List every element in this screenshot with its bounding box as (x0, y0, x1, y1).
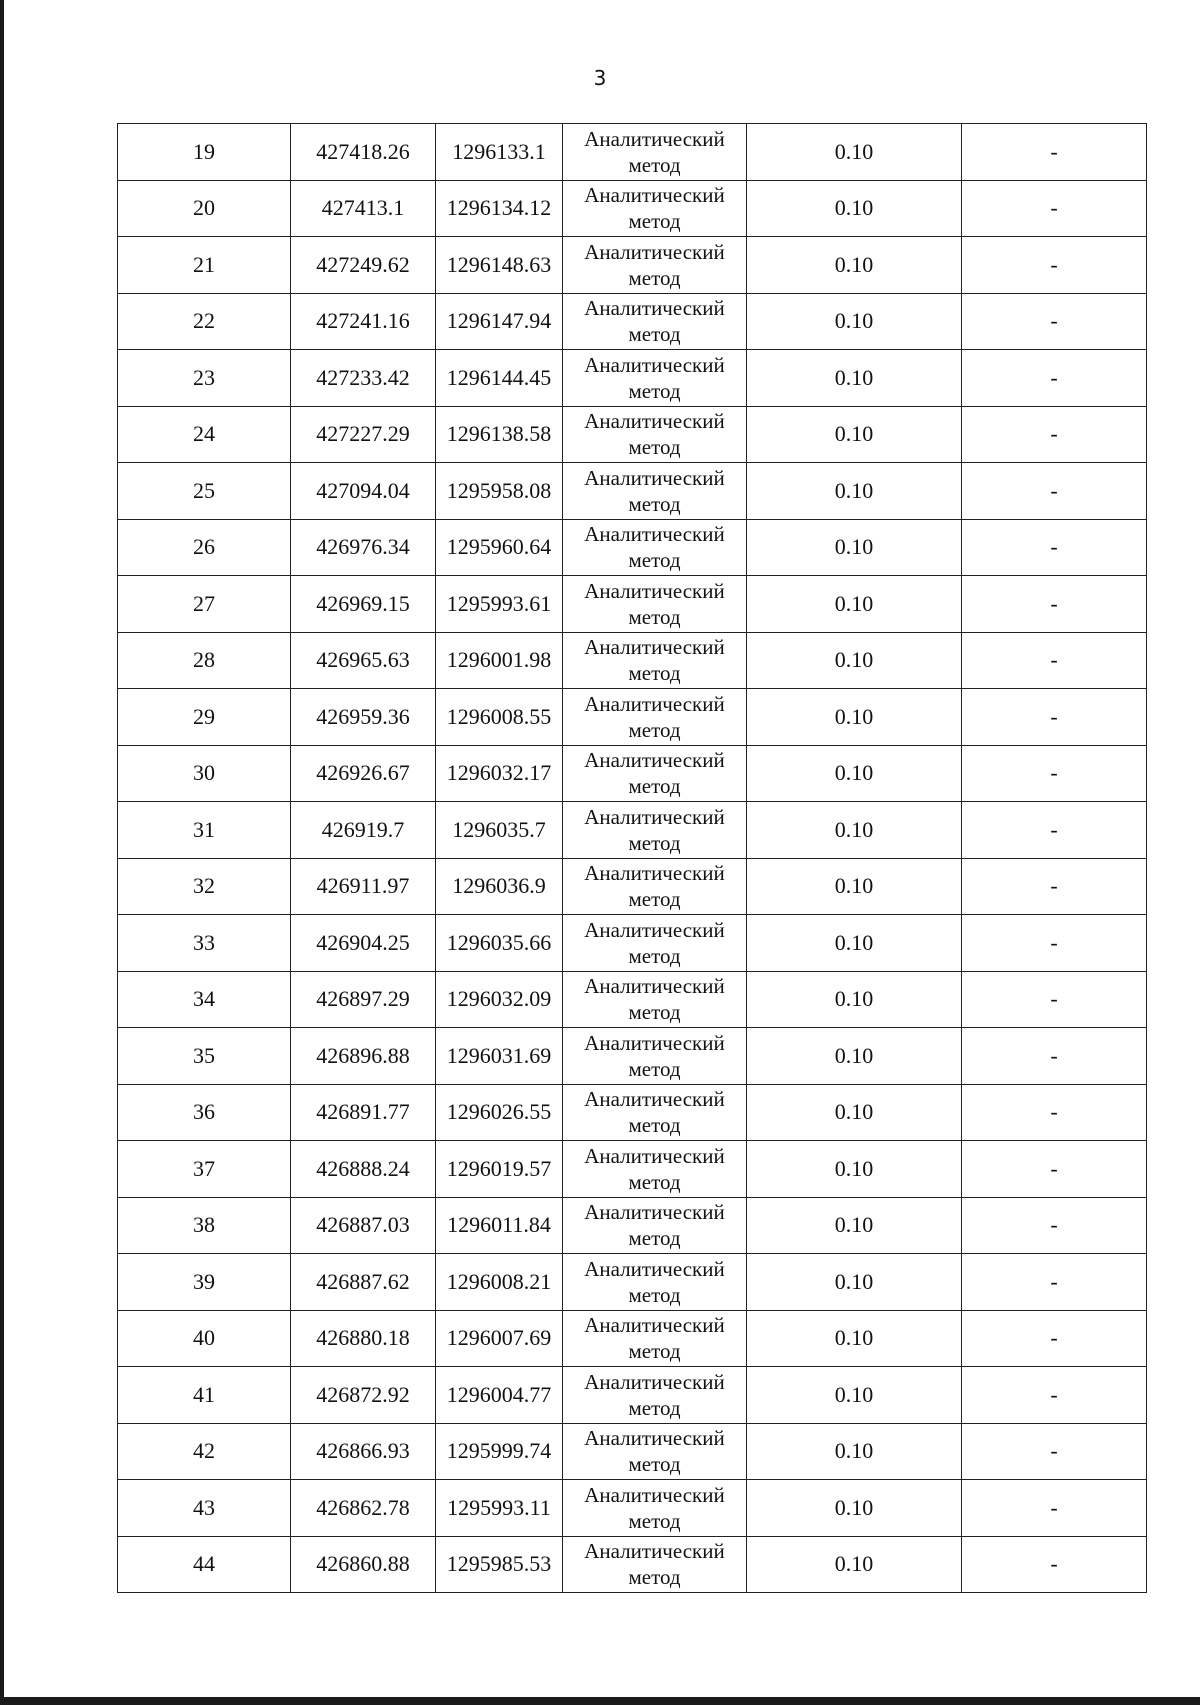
table-row (118, 1367, 1147, 1424)
method-cell: Аналитический метод (563, 1084, 747, 1141)
x-coordinate-cell: 426880.18 (291, 1310, 436, 1367)
point-number-cell: 24 (118, 406, 291, 463)
point-number-cell: 22 (118, 293, 291, 350)
accuracy-cell: 0.10 (747, 1254, 962, 1311)
note-cell: - (962, 180, 1147, 237)
y-coordinate-cell: 1296031.69 (436, 1028, 563, 1085)
point-number-cell: 21 (118, 237, 291, 294)
y-coordinate-cell: 1295958.08 (436, 463, 563, 520)
table-row (118, 1084, 1147, 1141)
table-row (118, 463, 1147, 520)
y-coordinate-cell: 1296133.1 (436, 124, 563, 181)
table-row (118, 350, 1147, 407)
method-cell: Аналитический метод (563, 689, 747, 746)
method-cell: Аналитический метод (563, 463, 747, 520)
table-row (118, 576, 1147, 633)
point-number-cell: 30 (118, 745, 291, 802)
point-number-cell: 27 (118, 576, 291, 633)
x-coordinate-cell: 427241.16 (291, 293, 436, 350)
note-cell: - (962, 237, 1147, 294)
accuracy-cell: 0.10 (747, 1197, 962, 1254)
method-cell: Аналитический метод (563, 406, 747, 463)
note-cell: - (962, 632, 1147, 689)
note-cell: - (962, 1028, 1147, 1085)
point-number-cell: 20 (118, 180, 291, 237)
method-cell: Аналитический метод (563, 858, 747, 915)
accuracy-cell: 0.10 (747, 350, 962, 407)
y-coordinate-cell: 1296035.7 (436, 802, 563, 859)
method-cell: Аналитический метод (563, 1197, 747, 1254)
table-row (118, 1480, 1147, 1537)
point-number-cell: 28 (118, 632, 291, 689)
y-coordinate-cell: 1296036.9 (436, 858, 563, 915)
method-cell: Аналитический метод (563, 237, 747, 294)
table-row (118, 293, 1147, 350)
x-coordinate-cell: 427227.29 (291, 406, 436, 463)
point-number-cell: 41 (118, 1367, 291, 1424)
method-cell: Аналитический метод (563, 350, 747, 407)
note-cell: - (962, 1310, 1147, 1367)
note-cell: - (962, 745, 1147, 802)
table-row (118, 1028, 1147, 1085)
y-coordinate-cell: 1296134.12 (436, 180, 563, 237)
accuracy-cell: 0.10 (747, 1310, 962, 1367)
method-cell: Аналитический метод (563, 519, 747, 576)
y-coordinate-cell: 1296007.69 (436, 1310, 563, 1367)
accuracy-cell: 0.10 (747, 1536, 962, 1593)
y-coordinate-cell: 1296032.09 (436, 971, 563, 1028)
method-cell: Аналитический метод (563, 1310, 747, 1367)
x-coordinate-cell: 426887.03 (291, 1197, 436, 1254)
table-row (118, 180, 1147, 237)
x-coordinate-cell: 427233.42 (291, 350, 436, 407)
point-number-cell: 25 (118, 463, 291, 520)
table-row (118, 1197, 1147, 1254)
point-number-cell: 29 (118, 689, 291, 746)
note-cell: - (962, 915, 1147, 972)
x-coordinate-cell: 426911.97 (291, 858, 436, 915)
x-coordinate-cell: 426904.25 (291, 915, 436, 972)
point-number-cell: 44 (118, 1536, 291, 1593)
point-number-cell: 31 (118, 802, 291, 859)
point-number-cell: 39 (118, 1254, 291, 1311)
point-number-cell: 19 (118, 124, 291, 181)
x-coordinate-cell: 426860.88 (291, 1536, 436, 1593)
method-cell: Аналитический метод (563, 632, 747, 689)
note-cell: - (962, 971, 1147, 1028)
point-number-cell: 34 (118, 971, 291, 1028)
x-coordinate-cell: 426896.88 (291, 1028, 436, 1085)
method-cell: Аналитический метод (563, 745, 747, 802)
note-cell: - (962, 1141, 1147, 1198)
accuracy-cell: 0.10 (747, 1028, 962, 1085)
method-cell: Аналитический метод (563, 915, 747, 972)
method-cell: Аналитический метод (563, 1480, 747, 1537)
point-number-cell: 36 (118, 1084, 291, 1141)
note-cell: - (962, 406, 1147, 463)
method-cell: Аналитический метод (563, 576, 747, 633)
coordinates-table-body (118, 124, 1147, 1593)
method-cell: Аналитический метод (563, 1028, 747, 1085)
accuracy-cell: 0.10 (747, 1084, 962, 1141)
table-row (118, 915, 1147, 972)
y-coordinate-cell: 1295999.74 (436, 1423, 563, 1480)
note-cell: - (962, 802, 1147, 859)
x-coordinate-cell: 426959.36 (291, 689, 436, 746)
x-coordinate-cell: 426919.7 (291, 802, 436, 859)
page-number: 3 (593, 66, 607, 90)
note-cell: - (962, 124, 1147, 181)
table-row (118, 406, 1147, 463)
accuracy-cell: 0.10 (747, 463, 962, 520)
y-coordinate-cell: 1296147.94 (436, 293, 563, 350)
y-coordinate-cell: 1296032.17 (436, 745, 563, 802)
note-cell: - (962, 463, 1147, 520)
y-coordinate-cell: 1296138.58 (436, 406, 563, 463)
y-coordinate-cell: 1296001.98 (436, 632, 563, 689)
table-row (118, 1423, 1147, 1480)
method-cell: Аналитический метод (563, 802, 747, 859)
x-coordinate-cell: 426862.78 (291, 1480, 436, 1537)
table-row (118, 689, 1147, 746)
accuracy-cell: 0.10 (747, 406, 962, 463)
x-coordinate-cell: 427249.62 (291, 237, 436, 294)
table-row (118, 802, 1147, 859)
method-cell: Аналитический метод (563, 1141, 747, 1198)
method-cell: Аналитический метод (563, 1423, 747, 1480)
method-cell: Аналитический метод (563, 124, 747, 181)
x-coordinate-cell: 426872.92 (291, 1367, 436, 1424)
point-number-cell: 38 (118, 1197, 291, 1254)
note-cell: - (962, 576, 1147, 633)
table-row (118, 124, 1147, 181)
table-row (118, 1536, 1147, 1593)
coordinates-table (117, 123, 1147, 1593)
y-coordinate-cell: 1295960.64 (436, 519, 563, 576)
accuracy-cell: 0.10 (747, 124, 962, 181)
y-coordinate-cell: 1296004.77 (436, 1367, 563, 1424)
table-row (118, 519, 1147, 576)
point-number-cell: 35 (118, 1028, 291, 1085)
y-coordinate-cell: 1296008.21 (436, 1254, 563, 1311)
accuracy-cell: 0.10 (747, 1423, 962, 1480)
method-cell: Аналитический метод (563, 971, 747, 1028)
table-row (118, 858, 1147, 915)
x-coordinate-cell: 426926.67 (291, 745, 436, 802)
accuracy-cell: 0.10 (747, 1480, 962, 1537)
accuracy-cell: 0.10 (747, 632, 962, 689)
x-coordinate-cell: 426888.24 (291, 1141, 436, 1198)
table-row (118, 1141, 1147, 1198)
x-coordinate-cell: 427094.04 (291, 463, 436, 520)
method-cell: Аналитический метод (563, 1536, 747, 1593)
table-row (118, 237, 1147, 294)
accuracy-cell: 0.10 (747, 802, 962, 859)
x-coordinate-cell: 427413.1 (291, 180, 436, 237)
note-cell: - (962, 1367, 1147, 1424)
accuracy-cell: 0.10 (747, 180, 962, 237)
point-number-cell: 37 (118, 1141, 291, 1198)
accuracy-cell: 0.10 (747, 971, 962, 1028)
y-coordinate-cell: 1295993.61 (436, 576, 563, 633)
note-cell: - (962, 1536, 1147, 1593)
x-coordinate-cell: 426866.93 (291, 1423, 436, 1480)
note-cell: - (962, 858, 1147, 915)
table-row (118, 632, 1147, 689)
scan-edge-bottom (0, 1697, 1200, 1705)
x-coordinate-cell: 426965.63 (291, 632, 436, 689)
accuracy-cell: 0.10 (747, 858, 962, 915)
x-coordinate-cell: 426976.34 (291, 519, 436, 576)
y-coordinate-cell: 1296019.57 (436, 1141, 563, 1198)
note-cell: - (962, 293, 1147, 350)
accuracy-cell: 0.10 (747, 237, 962, 294)
scan-edge-left (0, 0, 4, 1705)
accuracy-cell: 0.10 (747, 689, 962, 746)
note-cell: - (962, 1197, 1147, 1254)
y-coordinate-cell: 1296148.63 (436, 237, 563, 294)
accuracy-cell: 0.10 (747, 293, 962, 350)
point-number-cell: 26 (118, 519, 291, 576)
y-coordinate-cell: 1296144.45 (436, 350, 563, 407)
note-cell: - (962, 519, 1147, 576)
accuracy-cell: 0.10 (747, 1367, 962, 1424)
table-row (118, 971, 1147, 1028)
point-number-cell: 33 (118, 915, 291, 972)
note-cell: - (962, 689, 1147, 746)
method-cell: Аналитический метод (563, 1254, 747, 1311)
table-row (118, 1310, 1147, 1367)
y-coordinate-cell: 1296026.55 (436, 1084, 563, 1141)
accuracy-cell: 0.10 (747, 576, 962, 633)
note-cell: - (962, 1084, 1147, 1141)
x-coordinate-cell: 427418.26 (291, 124, 436, 181)
y-coordinate-cell: 1295985.53 (436, 1536, 563, 1593)
table-row (118, 1254, 1147, 1311)
note-cell: - (962, 1254, 1147, 1311)
y-coordinate-cell: 1296011.84 (436, 1197, 563, 1254)
x-coordinate-cell: 426891.77 (291, 1084, 436, 1141)
x-coordinate-cell: 426897.29 (291, 971, 436, 1028)
x-coordinate-cell: 426969.15 (291, 576, 436, 633)
note-cell: - (962, 1423, 1147, 1480)
table-row (118, 745, 1147, 802)
accuracy-cell: 0.10 (747, 519, 962, 576)
method-cell: Аналитический метод (563, 293, 747, 350)
accuracy-cell: 0.10 (747, 915, 962, 972)
point-number-cell: 42 (118, 1423, 291, 1480)
point-number-cell: 32 (118, 858, 291, 915)
point-number-cell: 40 (118, 1310, 291, 1367)
point-number-cell: 43 (118, 1480, 291, 1537)
point-number-cell: 23 (118, 350, 291, 407)
x-coordinate-cell: 426887.62 (291, 1254, 436, 1311)
accuracy-cell: 0.10 (747, 745, 962, 802)
y-coordinate-cell: 1296035.66 (436, 915, 563, 972)
accuracy-cell: 0.10 (747, 1141, 962, 1198)
y-coordinate-cell: 1295993.11 (436, 1480, 563, 1537)
method-cell: Аналитический метод (563, 180, 747, 237)
note-cell: - (962, 1480, 1147, 1537)
method-cell: Аналитический метод (563, 1367, 747, 1424)
note-cell: - (962, 350, 1147, 407)
y-coordinate-cell: 1296008.55 (436, 689, 563, 746)
